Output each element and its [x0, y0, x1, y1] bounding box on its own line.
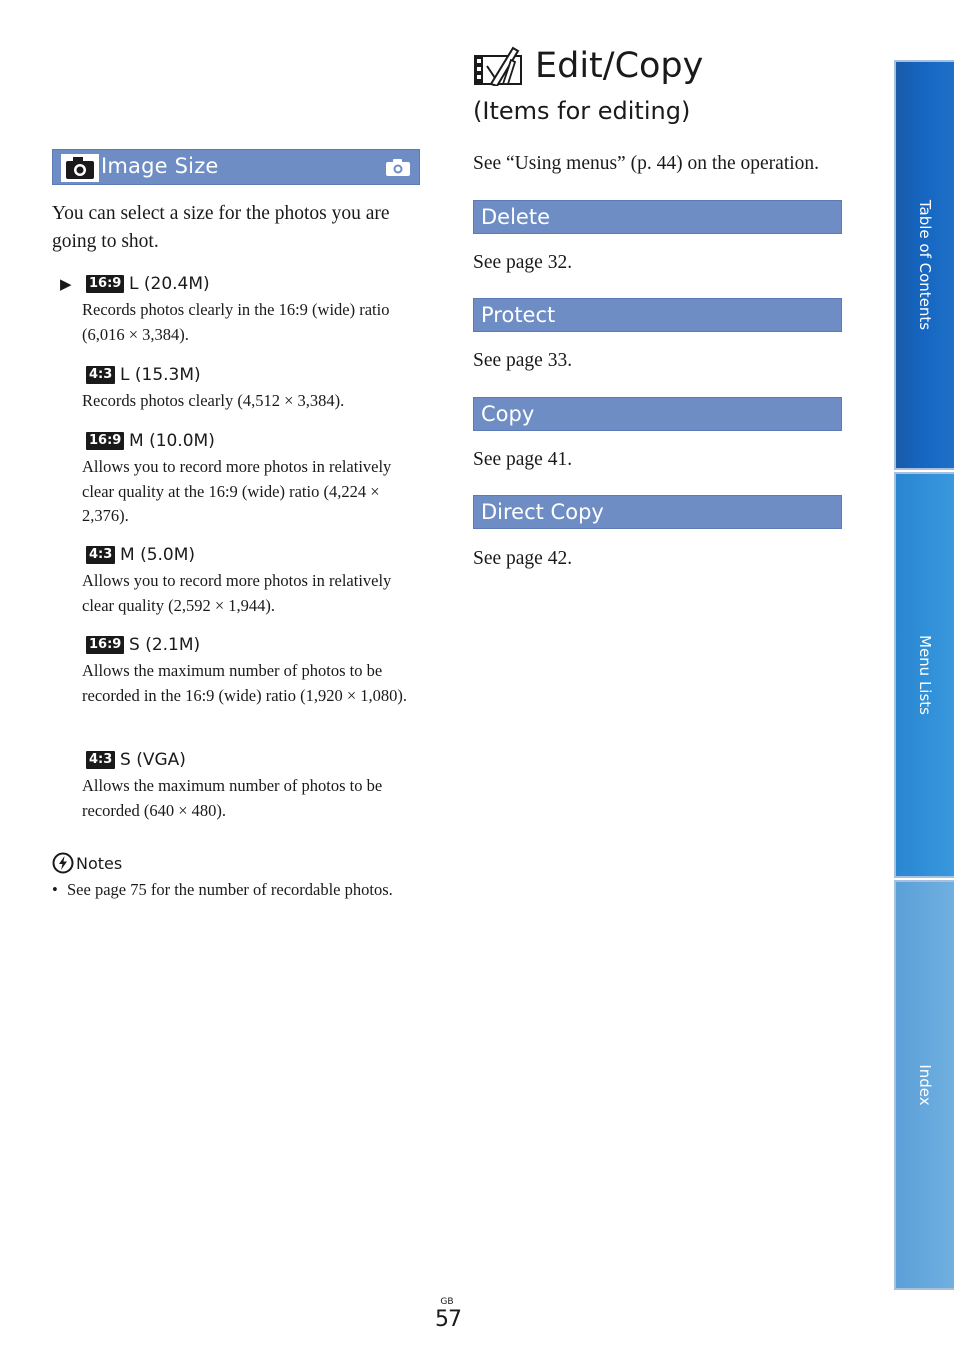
option-description: Records photos clearly in the 16:9 (wide) ratio (6,016 × 3,384).	[82, 300, 390, 344]
option-description: Allows you to record more photos in relatively clear quality at the 16:9 (wide) ratio (4,224 × 2,376).	[82, 457, 392, 525]
tab-label: Menu Lists	[916, 635, 934, 715]
delete-see-page: See page 32.	[473, 252, 573, 273]
protect-header: Protect	[473, 298, 842, 332]
aspect-4-3-icon: 4:3	[86, 546, 115, 564]
camera-icon	[61, 154, 99, 182]
notes-title: Notes	[76, 854, 123, 873]
page-subtitle: (Items for editing)	[473, 97, 691, 125]
option-label: M (10.0M)	[129, 431, 215, 451]
bullet: •	[52, 880, 58, 899]
camera-mode-icon	[385, 157, 411, 182]
page-number	[435, 1297, 459, 1332]
option-label: S (VGA)	[120, 750, 186, 770]
option-description: Allows you to record more photos in relatively clear quality (2,592 × 1,944).	[82, 571, 392, 615]
option-label: L (20.4M)	[129, 274, 210, 294]
aspect-16-9-icon: 16:9	[86, 636, 124, 654]
tab-index[interactable]	[894, 880, 954, 1290]
aspect-16-9-icon: 16:9	[86, 275, 124, 293]
image-size-intro: You can select a size for the photos you are going to shot.	[52, 203, 390, 252]
tab-table-of-contents[interactable]	[894, 60, 954, 470]
option-description: Records photos clearly (4,512 × 3,384).	[82, 391, 345, 410]
option-m-10m	[60, 429, 425, 529]
default-setting-marker: ▶	[60, 275, 72, 293]
option-label: S (2.1M)	[129, 635, 201, 655]
page-title-text: Edit/Copy	[535, 46, 704, 86]
copy-header: Copy	[473, 397, 842, 431]
option-label: M (5.0M)	[120, 545, 196, 565]
tab-menu-lists[interactable]	[894, 472, 954, 878]
region-code: GB	[440, 1297, 454, 1307]
delete-header: Delete	[473, 200, 842, 234]
option-s-vga	[60, 748, 425, 823]
option-description: Allows the maximum number of photos to be recorded in the 16:9 (wide) ratio (1,920 × 1,080).	[82, 661, 408, 705]
edit-copy-icon	[473, 46, 525, 91]
tab-label: Table of Contents	[916, 199, 934, 331]
page-number-value: 57	[435, 1307, 461, 1332]
aspect-4-3-icon: 4:3	[86, 366, 115, 384]
image-size-header	[52, 149, 420, 185]
option-l-15m	[60, 363, 425, 414]
direct-copy-header: Direct Copy	[473, 495, 842, 529]
option-description: Allows the maximum number of photos to be recorded (640 × 480).	[82, 776, 383, 820]
protect-see-page: See page 33.	[473, 350, 573, 371]
copy-see-page: See page 41.	[473, 449, 573, 470]
direct-copy-see-page: See page 42.	[473, 548, 573, 569]
option-label: L (15.3M)	[120, 365, 201, 385]
option-l-20m	[60, 272, 425, 347]
option-m-5m	[60, 543, 425, 618]
note-item	[52, 877, 412, 902]
aspect-4-3-icon: 4:3	[86, 751, 115, 769]
section-title: Image Size	[101, 154, 219, 178]
note-text: See page 75 for the number of recordable photos.	[67, 880, 393, 899]
tab-label: Index	[916, 1064, 934, 1106]
option-s-2m	[60, 633, 425, 708]
aspect-16-9-icon: 16:9	[86, 432, 124, 450]
using-menus-reference: See “Using menus” (p. 44) on the operation.	[473, 153, 820, 174]
